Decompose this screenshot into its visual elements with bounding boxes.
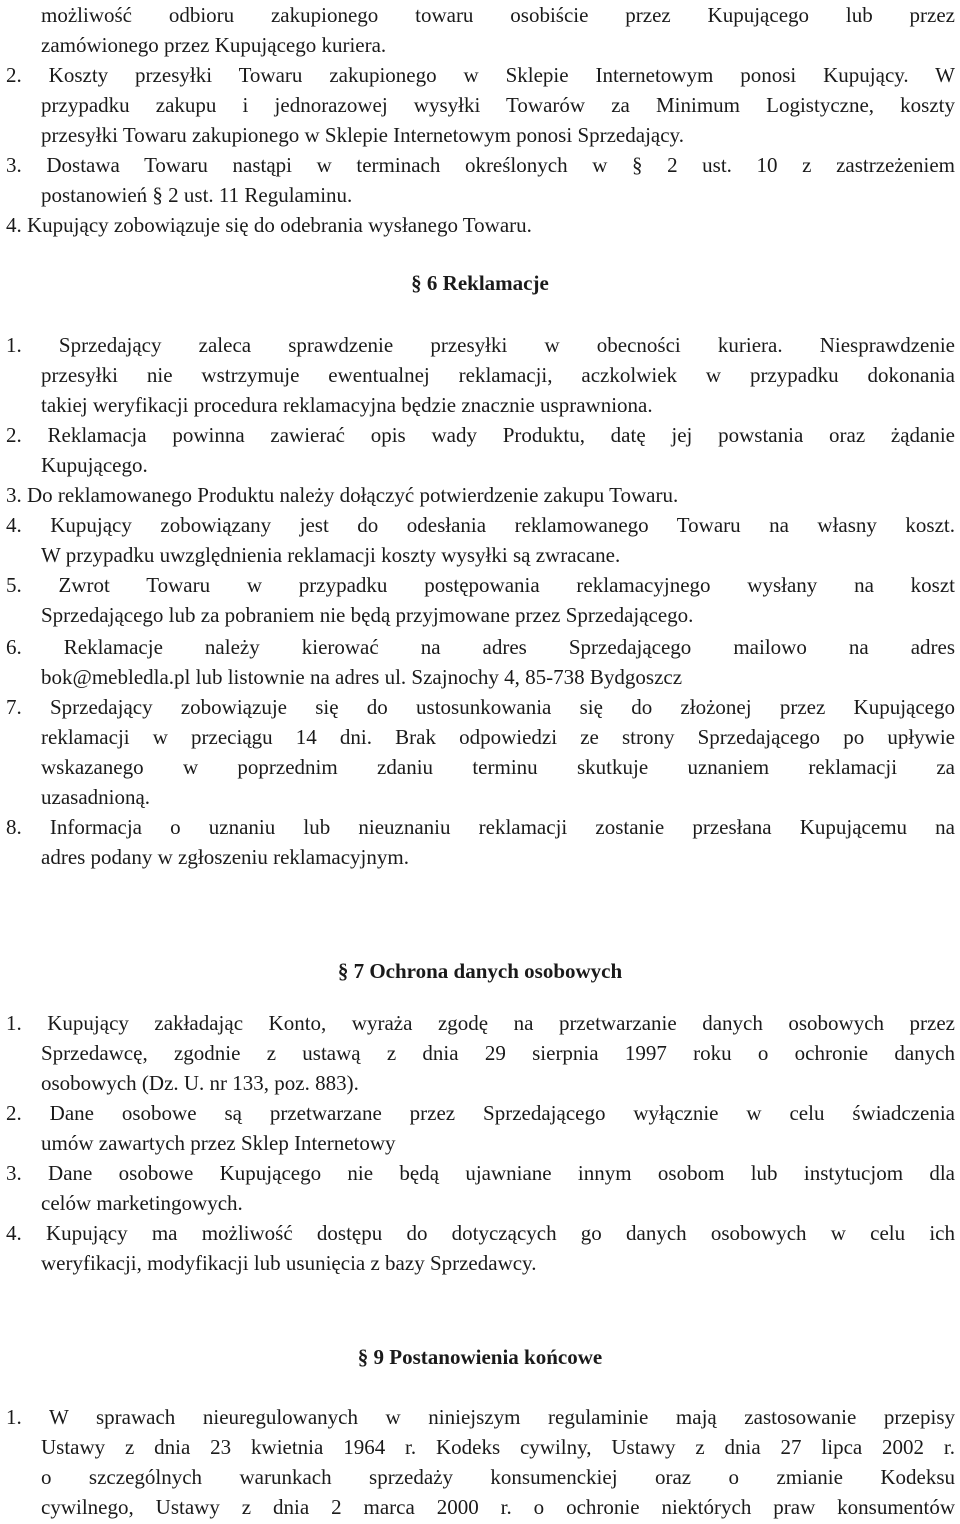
list-item-3: 3. Dostawa Towaru nastąpi w terminach określonych w § 2 ust. 10 z zastrzeżeniem (6, 153, 955, 177)
paragraph-line: przesyłki Towaru zakupionego w Sklepie Internetowym ponosi Sprzedający. (41, 123, 684, 147)
paragraph-line: W przypadku uwzględnienia reklamacji koszty wysyłki są zwracane. (41, 543, 621, 567)
list-item-1: 1. Sprzedający zaleca sprawdzenie przesyłki w obecności kuriera. Niesprawdzenie (6, 333, 955, 357)
paragraph-line: przesyłki nie wstrzymuje ewentualnej reklamacji, aczkolwiek w przypadku dokonania (41, 363, 955, 387)
list-item-6: 6. Reklamacje należy kierować na adres Sprzedającego mailowo na adres (6, 635, 955, 659)
list-item-1: 1. Kupujący zakładając Konto, wyraża zgodę na przetwarzanie danych osobowych przez (6, 1011, 955, 1035)
paragraph-line-email: bok@mebledla.pl lub listownie na adres ul. Szajnochy 4, 85-738 Bydgoszcz (41, 665, 683, 689)
list-item-2: 2. Reklamacja powinna zawierać opis wady Produktu, datę jej powstania oraz żądanie (6, 423, 955, 447)
paragraph-line: postanowień § 2 ust. 11 Regulaminu. (41, 183, 353, 207)
paragraph-line: Ustawy z dnia 23 kwietnia 1964 r. Kodeks cywilny, Ustawy z dnia 27 lipca 2002 r. (41, 1435, 955, 1459)
list-item-1: 1. W sprawach nieuregulowanych w niniejszym regulaminie mają zastosowanie przepisy (6, 1405, 955, 1429)
section-heading-reklamacje: § 6 Reklamacje (411, 271, 549, 295)
section-heading-postanowienia-koncowe: § 9 Postanowienia końcowe (357, 1345, 603, 1369)
list-item-8: 8. Informacja o uznaniu lub nieuznaniu reklamacji zostanie przesłana Kupującemu na (6, 815, 955, 839)
section-heading-ochrona-danych: § 7 Ochrona danych osobowych (337, 959, 623, 983)
paragraph-line: wskazanego w poprzednim zdaniu terminu skutkuje uznaniem reklamacji za (41, 755, 955, 779)
paragraph-line: reklamacji w przeciągu 14 dni. Brak odpowiedzi ze strony Sprzedającego po upływie (41, 725, 955, 749)
paragraph-line: przypadku zakupu i jednorazowej wysyłki Towarów za Minimum Logistyczne, koszty (41, 93, 955, 117)
list-item-2: 2. Dane osobowe są przetwarzane przez Sprzedającego wyłącznie w celu świadczenia (6, 1101, 955, 1125)
paragraph-line: adres podany w zgłoszeniu reklamacyjnym. (41, 845, 409, 869)
list-item-3: 3. Dane osobowe Kupującego nie będą ujawniane innym osobom lub instytucjom dla (6, 1161, 955, 1185)
paragraph-line: Kupującego. (41, 453, 148, 477)
paragraph-line: zamówionego przez Kupującego kuriera. (41, 33, 387, 57)
list-item-2: 2. Koszty przesyłki Towaru zakupionego w Sklepie Internetowym ponosi Kupujący. W (6, 63, 955, 87)
list-item-7: 7. Sprzedający zobowiązuje się do ustosunkowania się do złożonej przez Kupującego (6, 695, 955, 719)
paragraph-line: uzasadnioną. (41, 785, 151, 809)
paragraph-line: o szczególnych warunkach sprzedaży konsumenckiej oraz o zmianie Kodeksu (41, 1465, 955, 1489)
paragraph-line: osobowych (Dz. U. nr 133, poz. 883). (41, 1071, 359, 1095)
paragraph-line: Sprzedającego lub za pobraniem nie będą przyjmowane przez Sprzedającego. (41, 603, 694, 627)
paragraph-line: możliwość odbioru zakupionego towaru osobiście przez Kupującego lub przez (41, 3, 955, 27)
paragraph-line: Sprzedawcę, zgodnie z ustawą z dnia 29 sierpnia 1997 roku o ochronie danych (41, 1041, 955, 1065)
paragraph-line: takiej weryfikacji procedura reklamacyjna będzie znacznie usprawniona. (41, 393, 653, 417)
paragraph-line: cywilnego, Ustawy z dnia 2 marca 2000 r. o ochronie niektórych praw konsumentów (41, 1495, 955, 1519)
list-item-4: 4. Kupujący zobowiązuje się do odebrania wysłanego Towaru. (6, 213, 532, 237)
paragraph-line: umów zawartych przez Sklep Internetowy (41, 1131, 396, 1155)
paragraph-line: celów marketingowych. (41, 1191, 243, 1215)
list-item-4: 4. Kupujący zobowiązany jest do odesłania reklamowanego Towaru na własny koszt. (6, 513, 955, 537)
paragraph-line: weryfikacji, modyfikacji lub usunięcia z bazy Sprzedawcy. (41, 1251, 537, 1275)
list-item-4: 4. Kupujący ma możliwość dostępu do dotyczących go danych osobowych w celu ich (6, 1221, 955, 1245)
list-item-5: 5. Zwrot Towaru w przypadku postępowania reklamacyjnego wysłany na koszt (6, 573, 955, 597)
list-item-3: 3. Do reklamowanego Produktu należy dołączyć potwierdzenie zakupu Towaru. (6, 483, 679, 507)
